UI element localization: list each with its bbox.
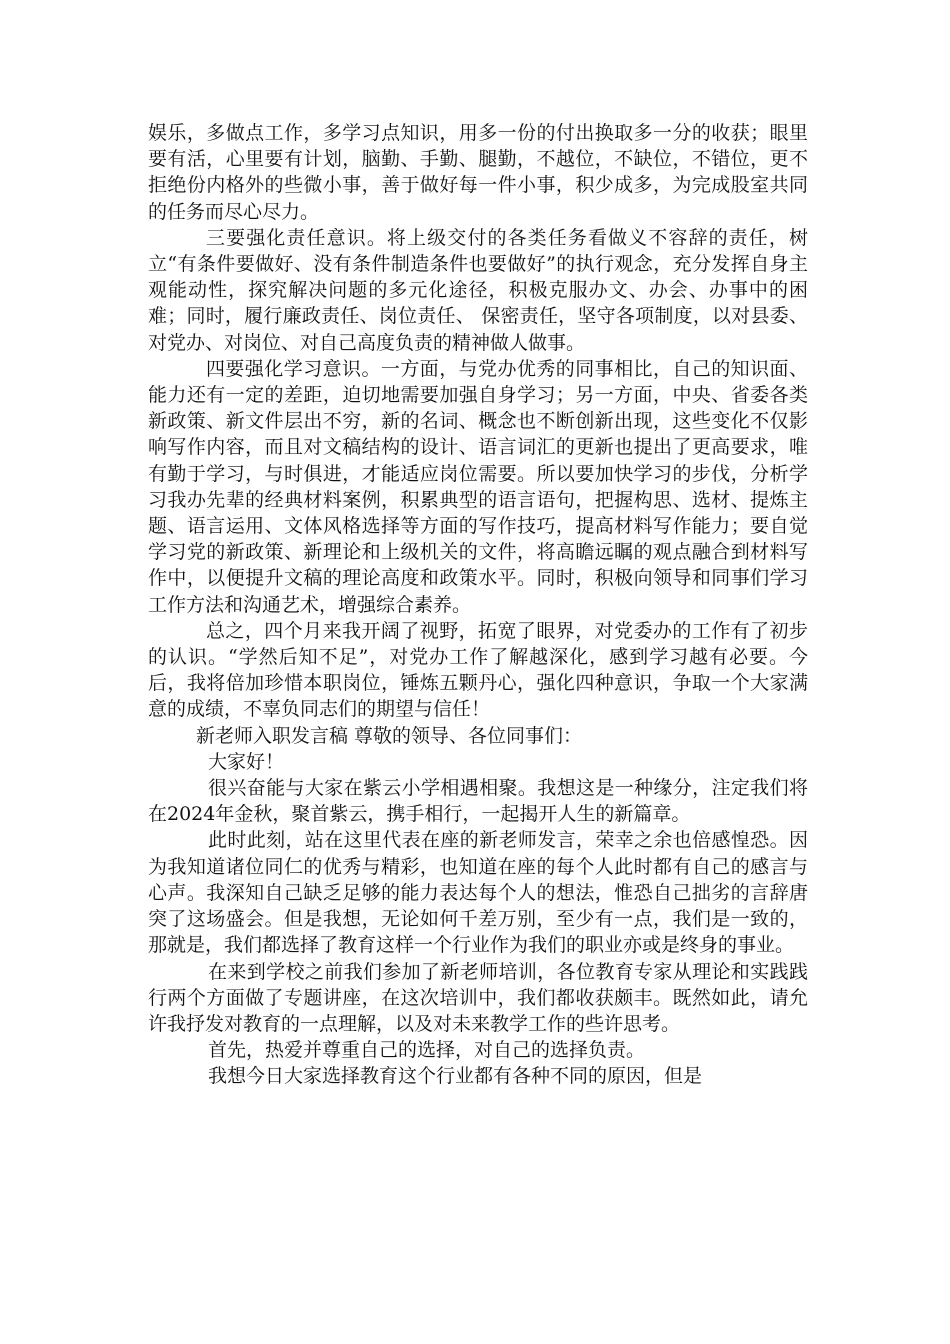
paragraph-training: 在来到学校之前我们参加了新老师培训，各位教育专家从理论和实践践行两个方面做了专题讲座，在这次培训中，我们都收获颇丰。既然如此，请允许我抒发对教育的一点理解，以及对未来教学工作的些许思考。 bbox=[148, 960, 808, 1035]
paragraph-meeting: 很兴奋能与大家在紫云小学相遇相聚。我想这是一种缘分，注定我们将在2024年金秋，聚首紫云，携手相行，一起揭开人生的新篇章。 bbox=[148, 777, 808, 826]
paragraph-hello: 大家好！ bbox=[208, 750, 285, 773]
paragraph-speaking: 此时此刻，站在这里代表在座的新老师发言，荣幸之余也倍感惶恐。因为我知道诸位同仁的优秀与精彩，也知道在座的每个人此时都有自己的感言与心声。我深知自己缺乏足够的能力表达每个人的想法，惟恐自己拙劣的言辞唐突了这场盛会。但是我想，无论如何千差万别，至少有一点，我们是一致的，那就是，我们都选择了教育这样一个行业作为我们的职业亦或是终身的事业。 bbox=[148, 829, 808, 957]
paragraph-continuation: 娱乐，多做点工作，多学习点知识，用多一份的付出换取多一分的收获；眼里要有活，心里要有计划，脑勤、手勤、腿勤，不越位，不缺位，不错位，更不拒绝份内格外的些微小事，善于做好每一件小事，积少成多，为完成股室共同的任务而尽心尽力。 bbox=[148, 122, 808, 223]
speech-title-greeting: 新老师入职发言稿 尊敬的领导、各位同事们： bbox=[196, 724, 583, 747]
paragraph-reasons: 我想今日大家选择教育这个行业都有各种不同的原因，但是 bbox=[208, 1065, 703, 1088]
paragraph-responsibility: 三要强化责任意识。将上级交付的各类任务看做义不容辞的责任，树立“有条件要做好、没有条件制造条件也要做好”的执行观念，充分发挥自身主观能动性，探究解决问题的多元化途径，积极克服办文、办会、办事中的困难；同时，履行廉政责任、岗位责任、 保密责任，坚守各项制度，以对县委、对党办、对岗位、对自己高度负责的精神做人做事。 bbox=[148, 226, 808, 354]
document-body bbox=[148, 120, 808, 1090]
paragraph-summary: 总之，四个月来我开阔了视野，拓宽了眼界，对党委办的工作有了初步的认识。“学然后知不足”，对党办工作了解越深化，感到学习越有必要。今后，我将倍加珍惜本职岗位，锤炼五颗丹心，强化四种意识，争取一个大家满意的成绩，不辜负同志们的期望与信任！ bbox=[148, 619, 808, 721]
paragraph-first: 首先，热爱并尊重自己的选择，对自己的选择负责。 bbox=[208, 1039, 646, 1062]
paragraph-learning: 四要强化学习意识。一方面，与党办优秀的同事相比，自己的知识面、能力还有一定的差距，迫切地需要加强自身学习；另一方面，中央、省委各类新政策、新文件层出不穷，新的名词、概念也不断创新出现，这些变化不仅影响写作内容，而且对文稿结构的设计、语言词汇的更新也提出了更高要求，唯有勤于学习，与时俱进，才能适应岗位需要。所以要加快学习的步伐，分析学习我办先辈的经典材料案例，积累典型的语言语句，把握构思、选材、提炼主题、语言运用、文体风格选择等方面的写作技巧，提高材料写作能力；要自觉学习党的新政策、新理论和上级机关的文件，将高瞻远瞩的观点融合到材料写作中，以便提升文稿的理论高度和政策水平。同时，积极向领导和同事们学习工作方法和沟通艺术，增强综合素养。 bbox=[148, 357, 808, 616]
